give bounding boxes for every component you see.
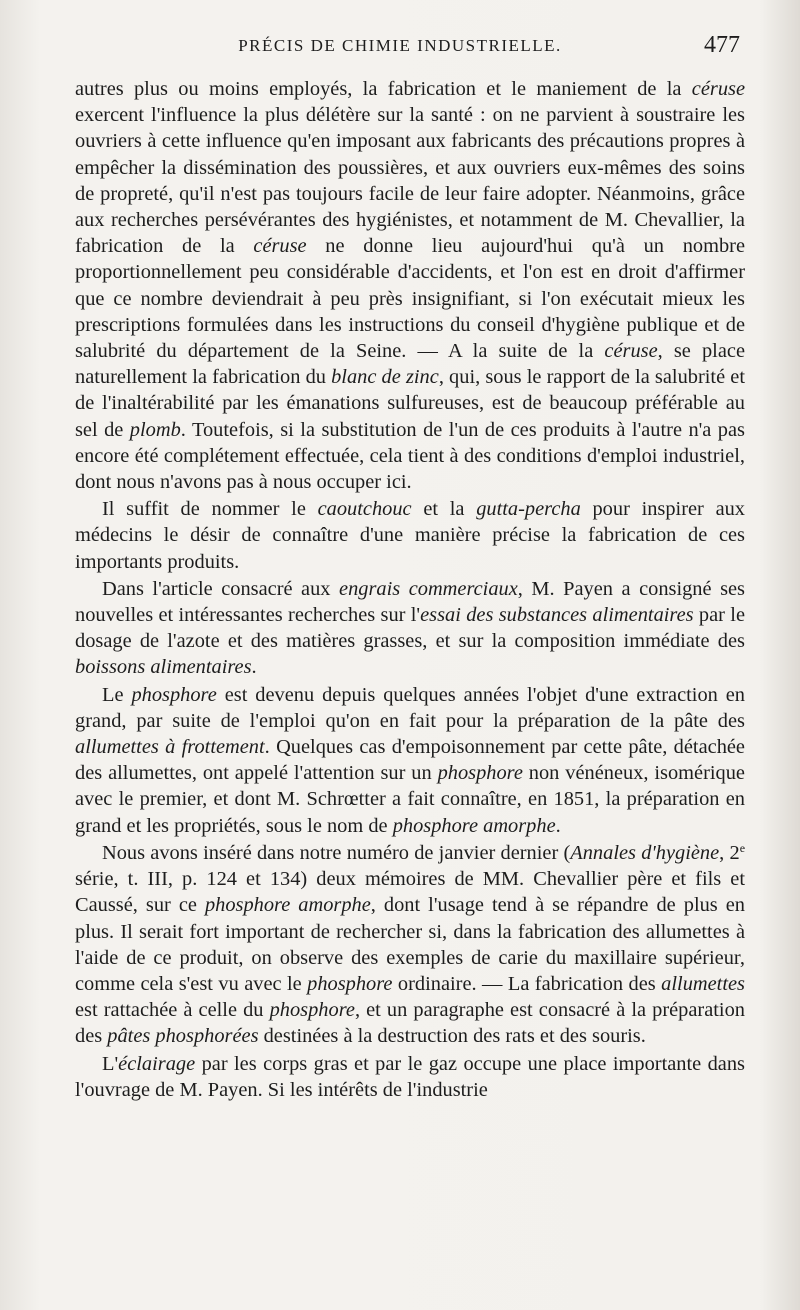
text-run: , M. Payen a consigné ses nouvelles et intéressantes recherches sur l' <box>75 577 745 627</box>
text-run: , et un paragraphe est consacré à la préparation des <box>75 999 745 1048</box>
text-run: Il suffit de nommer le <box>102 498 318 521</box>
text-run: . Quelques cas d'empoisonnement par cette pâte, détachée des allumettes, ont appelé l'attention sur un <box>75 736 745 785</box>
italic-term: boissons alimentaires <box>75 656 252 679</box>
paragraph-engrais <box>75 576 745 681</box>
italic-term: gutta-percha <box>476 498 581 521</box>
italic-term: caoutchouc <box>317 498 412 521</box>
text-run: est rattachée à celle du <box>75 999 270 1022</box>
italic-term: essai des substances alimentaires <box>420 604 694 627</box>
italic-term: phosphore <box>131 683 217 706</box>
italic-term: éclairage <box>118 1052 196 1075</box>
text-run: et la <box>411 498 477 521</box>
body-text <box>75 76 745 1103</box>
italic-term: pâtes phosphorées <box>107 1025 259 1048</box>
superscript-text: e <box>739 840 746 855</box>
paragraph-eclairage <box>75 1051 745 1103</box>
text-run: pour inspirer aux médecins le désir de connaître d'une manière précise la fabrication de ces importants produits. <box>75 498 746 573</box>
italic-term: phosphore <box>307 972 393 995</box>
text-run: Dans l'article consacré aux <box>102 577 340 600</box>
italic-term: céruse <box>691 78 745 100</box>
italic-term: phosphore amorphe <box>392 814 556 837</box>
italic-term: allumettes à frottement <box>75 736 265 759</box>
text-run: , dont l'usage tend à se répandre de plus en plus. Il serait fort important de rechercher si, dans la fabrication des allumettes à l'aide de ce produit, on observe des exemples de carie du maxillaire supérieur, comme cela s'est vu avec le <box>75 894 745 995</box>
text-run: Nous avons inséré dans notre numéro de janvier dernier ( <box>102 841 571 864</box>
text-run: . Toutefois, si la substitution de l'un de ces produits à l'autre n'a pas encore été complétement effectuée, cela tient à des conditions d'emploi industriel, dont nous n'avons pas à nous occuper ici. <box>75 418 745 494</box>
italic-term: blanc de zinc <box>331 366 439 389</box>
italic-term: céruse <box>604 340 658 363</box>
text-run: Le <box>102 683 132 706</box>
running-title: PRÉCIS DE CHIMIE INDUSTRIELLE. <box>238 36 562 55</box>
text-run: autres plus ou moins employés, la fabrication et le maniement de la <box>75 78 692 100</box>
paragraph-phosphore <box>75 682 745 839</box>
italic-term: phosphore <box>269 999 355 1022</box>
italic-term: Annales d'hygiène <box>570 841 720 864</box>
page-number: 477 <box>704 32 740 58</box>
italic-term: allumettes <box>661 972 745 995</box>
text-run: par les corps gras et par le gaz occupe une place importante dans l'ouvrage de M. Payen. Si les intérêts de l'industrie <box>75 1052 745 1101</box>
text-run: . <box>251 656 257 679</box>
text-run: est devenu depuis quelques années l'objet d'une extraction en grand, par suite de l'emploi qu'on en fait pour la préparation de la pâte des <box>75 683 746 732</box>
italic-term: phosphore amorphe <box>204 894 371 917</box>
text-run: . <box>555 814 561 837</box>
text-run: non vénéneux, isomérique avec le premier, et dont M. Schrœtter a fait connaître, en 1851, la préparation en grand et les propriétés, sous le nom de <box>75 762 745 837</box>
page-header <box>60 32 740 62</box>
paragraph-ceruse <box>75 76 745 495</box>
text-run: destinées à la destruction des rats et des souris. <box>258 1025 646 1048</box>
italic-term: céruse <box>253 235 307 258</box>
text-run: par le dosage de l'azote et des matières grasses, et sur la composition immédiate des <box>75 604 745 653</box>
text-run: , se place naturellement la fabrication du <box>75 340 745 389</box>
text-run: , qui, sous le rapport de la salubrité et de l'inaltérabilité par les émanations sulfureuses, est de beaucoup préférable au sel de <box>75 366 745 441</box>
text-run: ordinaire. — La fabrication des <box>392 972 662 995</box>
paragraph-phosphore-amorphe <box>75 840 745 1050</box>
text-run: ne donne lieu aujourd'hui qu'à un nombre proportionnellement peu considérable d'accidents, et l'on est en droit d'affirmer que ce nombre deviendrait à peu près insignifiant, si l'on exécutait mieux les prescriptions formulées dans les instructions du conseil d'hygiène publique et de salubrité du département de la Seine. — A la suite de la <box>75 235 745 363</box>
text-run: , 2 <box>719 841 740 864</box>
text-run: série, t. III, p. 124 et 134) deux mémoires de MM. Chevallier père et fils et Caussé, sur ce <box>75 868 745 917</box>
italic-term: plomb <box>129 418 181 441</box>
italic-term: phosphore <box>437 762 523 785</box>
paragraph-caoutchouc <box>75 496 745 575</box>
italic-term: engrais commerciaux <box>339 577 518 600</box>
text-run: L' <box>102 1052 119 1075</box>
text-run: exercent l'influence la plus délétère sur la santé : on ne parvient à soustraire les ouvriers à cette influence qu'en imposant aux fabricants des précautions propres à empêcher la dissémination des poussières, et aux ouvriers eux-mêmes des soins de propreté, qu'il n'est pas toujours facile de leur faire adopter. Néanmoins, grâce aux recherches persévérantes des hygiénistes, et notamment de M. Chevallier, la fabrication de la <box>75 104 745 258</box>
